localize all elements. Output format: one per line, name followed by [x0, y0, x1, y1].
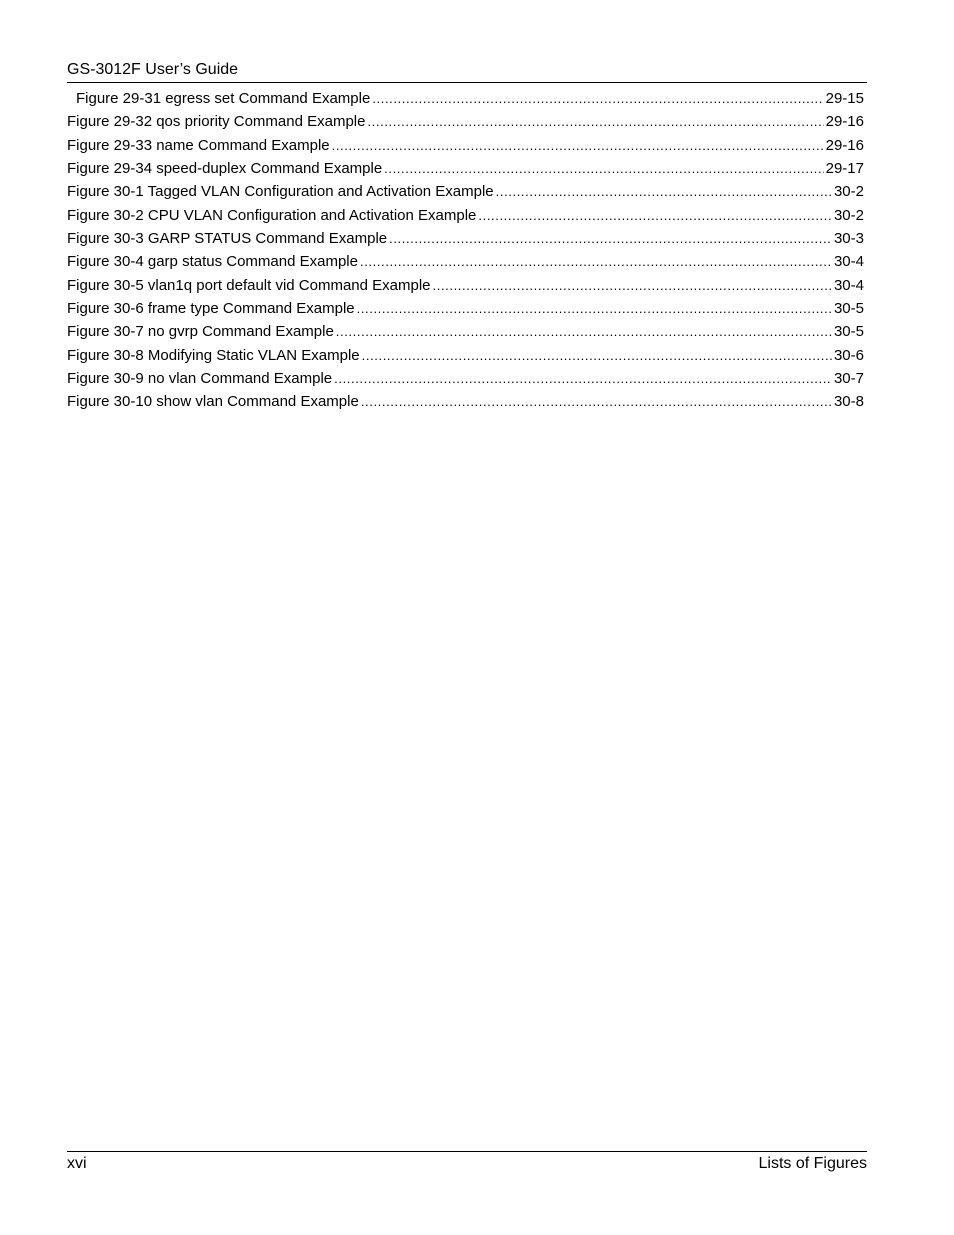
dot-leader [357, 300, 832, 318]
toc-entry-label: Figure 29-31 egress set Command Example [76, 90, 371, 107]
toc-entry-label: Figure 29-32 qos priority Command Example [67, 113, 366, 131]
toc-entry-page: 30-4 [833, 253, 864, 271]
toc-entry-label: Figure 30-3 GARP STATUS Command Example [67, 229, 388, 247]
toc-entry-label: Figure 30-7 no gvrp Command Example [67, 323, 334, 341]
page-number: xvi [67, 1155, 87, 1172]
page-header [67, 60, 867, 83]
toc-entry-page: 29-17 [825, 159, 864, 177]
toc-entry-page: 30-8 [833, 393, 864, 411]
section-name: Lists of Figures [758, 1155, 867, 1172]
toc-entry[interactable] [67, 277, 864, 300]
dot-leader [334, 370, 832, 388]
toc-entry[interactable] [67, 393, 864, 416]
toc-entry-page: 30-4 [833, 276, 864, 294]
toc-entry-label: Figure 30-8 Modifying Static VLAN Example [67, 346, 360, 364]
toc-entry-page: 30-5 [833, 299, 864, 317]
dot-leader [478, 207, 832, 225]
toc-entry[interactable] [67, 230, 864, 253]
toc-entry[interactable] [67, 183, 864, 206]
toc-entry-label: Figure 30-4 garp status Command Example [67, 253, 358, 271]
toc-entry[interactable] [67, 160, 864, 183]
toc-entry-page: 30-2 [833, 183, 864, 201]
toc-entry-page: 30-7 [833, 369, 864, 387]
dot-leader [362, 347, 832, 365]
dot-leader [433, 277, 832, 295]
toc-entry[interactable] [67, 90, 864, 113]
page-footer [67, 1151, 867, 1176]
toc-entry-page: 30-3 [833, 229, 864, 247]
dot-leader [384, 160, 823, 178]
dot-leader [361, 393, 832, 411]
dot-leader [389, 230, 832, 248]
toc-entry-label: Figure 30-9 no vlan Command Example [67, 369, 333, 387]
toc-entry-label: Figure 30-6 frame type Command Example [67, 299, 355, 317]
dot-leader [336, 323, 832, 341]
toc-entry-label: Figure 30-5 vlan1q port default vid Command Example [67, 276, 431, 294]
toc-entry[interactable] [67, 137, 864, 160]
dot-leader [496, 183, 832, 201]
document-title: GS-3012F User’s Guide [67, 61, 239, 78]
toc-entry-page: 29-15 [825, 90, 864, 107]
toc-entry-page: 30-2 [833, 206, 864, 224]
toc-entry[interactable] [67, 323, 864, 346]
dot-leader [367, 113, 823, 131]
dot-leader [372, 90, 823, 108]
toc-entry-label: Figure 29-33 name Command Example [67, 136, 330, 154]
toc-entry-label: Figure 30-10 show vlan Command Example [67, 393, 359, 411]
dot-leader [360, 253, 832, 271]
toc-entry-page: 30-5 [833, 323, 864, 341]
toc-entry[interactable] [67, 207, 864, 230]
dot-leader [332, 137, 824, 155]
toc-entry-page: 29-16 [825, 136, 864, 154]
toc-entry-label: Figure 29-34 speed-duplex Command Example [67, 159, 383, 177]
toc-entry[interactable] [67, 370, 864, 393]
toc-entry-label: Figure 30-1 Tagged VLAN Configuration and Activation Example [67, 183, 494, 201]
toc-entry[interactable] [67, 113, 864, 136]
list-of-figures [67, 90, 864, 417]
toc-entry-page: 30-6 [833, 346, 864, 364]
toc-entry-label: Figure 30-2 CPU VLAN Configuration and Activation Example [67, 206, 477, 224]
toc-entry-page: 29-16 [825, 113, 864, 131]
toc-entry[interactable] [67, 253, 864, 276]
toc-entry[interactable] [67, 347, 864, 370]
toc-entry[interactable] [67, 300, 864, 323]
